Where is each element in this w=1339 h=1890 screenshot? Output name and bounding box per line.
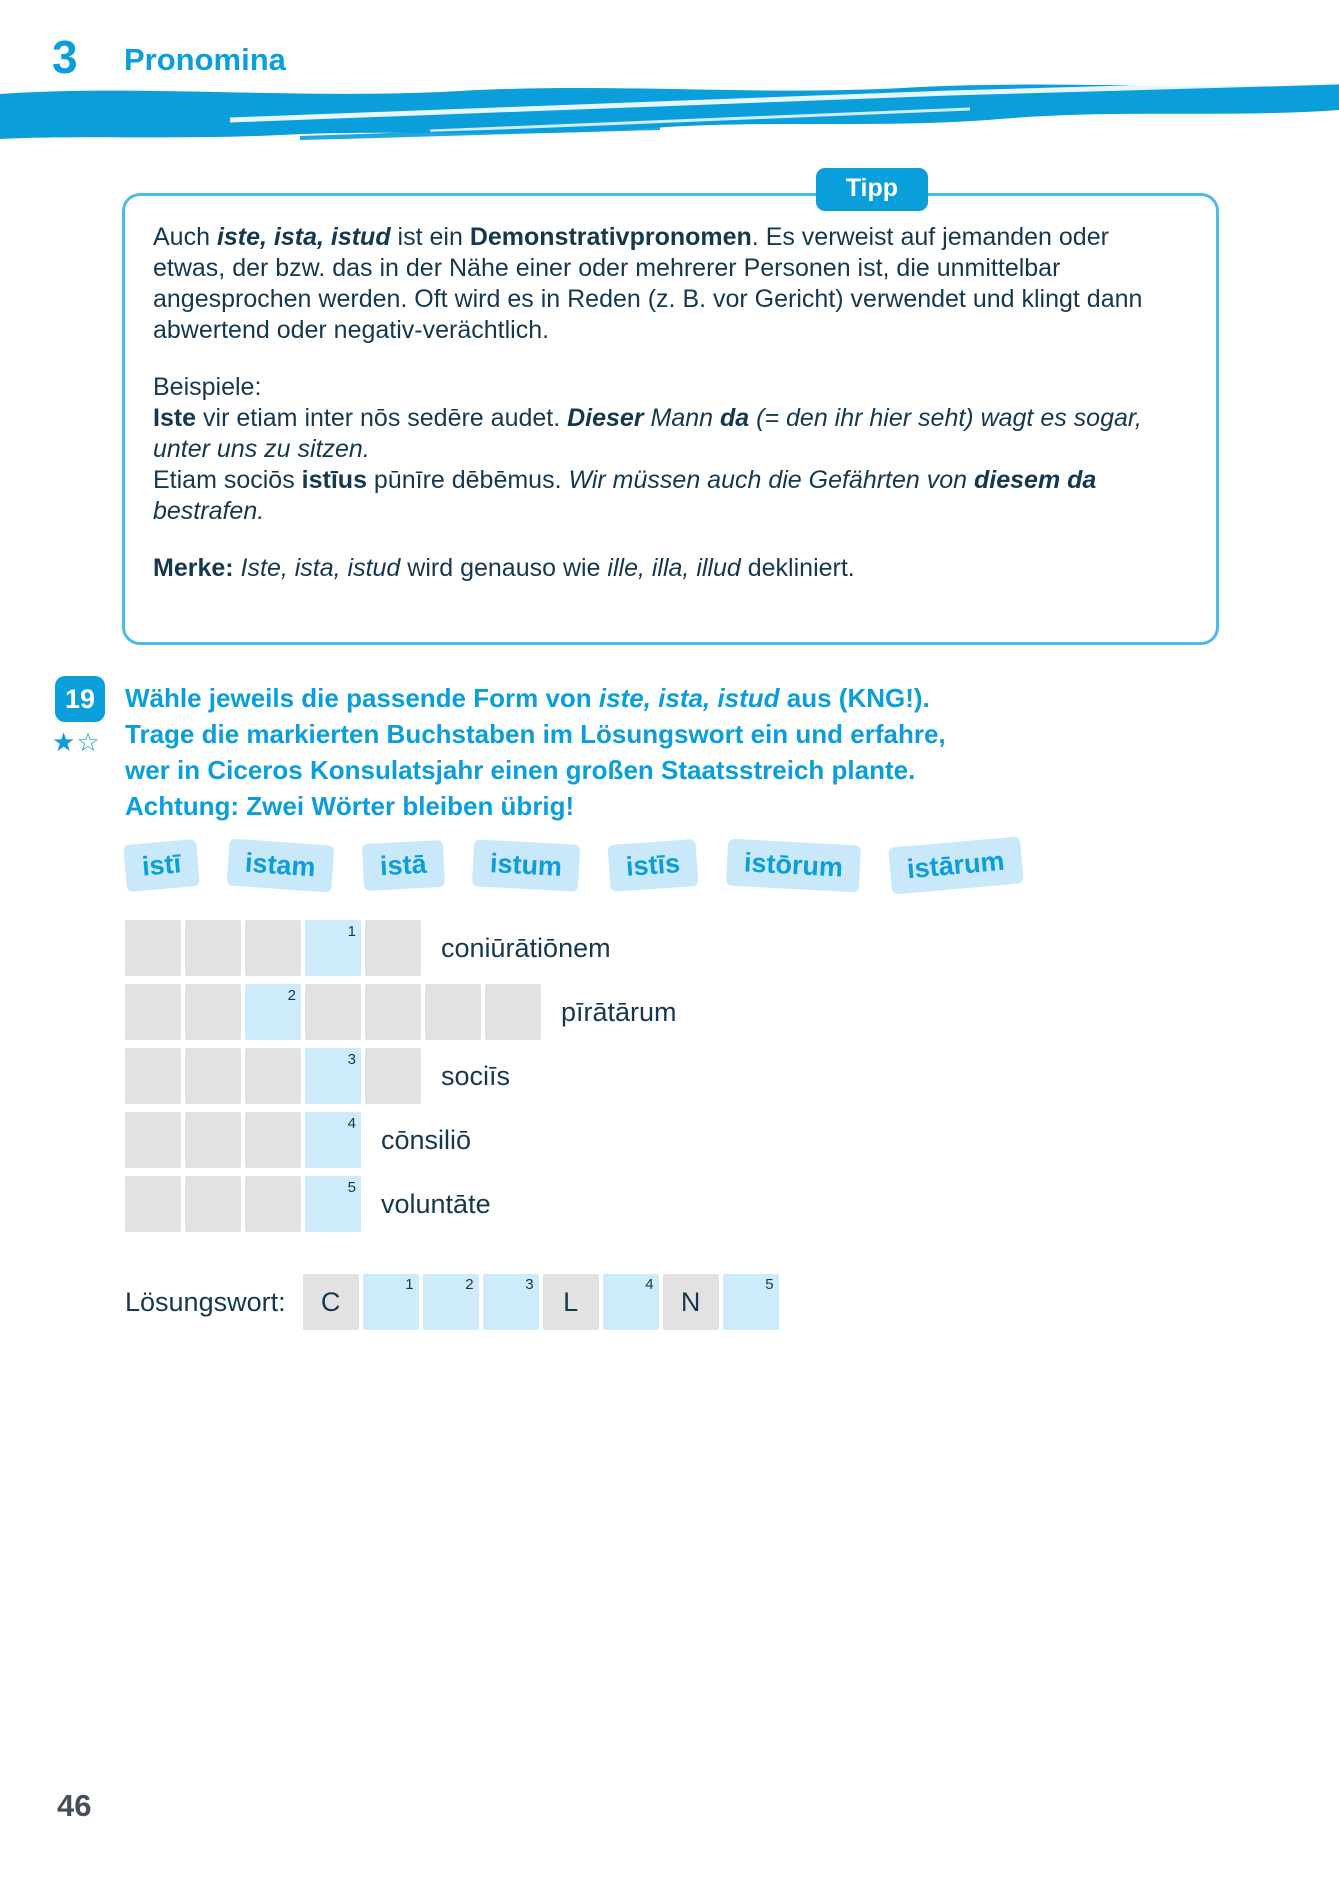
row-word: pīrātārum <box>561 996 677 1027</box>
puzzle-cell[interactable] <box>485 984 541 1040</box>
cell-number: 5 <box>347 1179 356 1196</box>
difficulty-stars <box>52 727 101 758</box>
box-number: 5 <box>765 1276 774 1293</box>
word-tile[interactable]: istam <box>227 838 335 892</box>
puzzle-grid <box>125 920 677 1240</box>
puzzle-row <box>125 984 677 1040</box>
solution-label: Lösungswort: <box>125 1286 286 1317</box>
tip-intro-text: Auch iste, ista, istud ist ein Demonstrativpronomen. Es verweist auf jemanden oder etwas, der bzw. das in der Nähe einer oder mehrerer Personen ist, die unmittelbar angesprochen werden. Oft wird es in Reden (z. B. vor Gericht) verwendet und klingt dann abwertend oder negativ-verächtlich. <box>153 223 1143 344</box>
puzzle-cell[interactable] <box>125 1112 181 1168</box>
tip-box <box>122 174 1219 645</box>
puzzle-cell-marked[interactable] <box>305 1048 361 1104</box>
merke-note: Merke: Iste, ista, istud wird genauso wie ille, illa, illud dekliniert. <box>153 554 855 582</box>
puzzle-cell[interactable] <box>125 984 181 1040</box>
box-letter: C <box>320 1286 341 1317</box>
box-number: 3 <box>525 1276 534 1293</box>
puzzle-cell[interactable] <box>185 1112 241 1168</box>
puzzle-row <box>125 1176 677 1232</box>
puzzle-cell[interactable] <box>125 1048 181 1104</box>
row-word: sociīs <box>441 1060 511 1091</box>
puzzle-cell[interactable] <box>365 1048 421 1104</box>
solution-box[interactable] <box>603 1274 659 1330</box>
row-word: cōnsiliō <box>381 1124 472 1155</box>
puzzle-cell[interactable] <box>245 920 301 976</box>
box-number: 1 <box>405 1276 414 1293</box>
word-tile[interactable]: istārum <box>888 836 1023 894</box>
puzzle-cell[interactable] <box>185 984 241 1040</box>
row-word: voluntāte <box>381 1188 491 1219</box>
header-brushstroke-decoration <box>0 78 1339 140</box>
cell-number: 3 <box>347 1051 356 1068</box>
box-letter: N <box>680 1286 701 1317</box>
solution-box[interactable] <box>363 1274 419 1330</box>
puzzle-cell-marked[interactable] <box>305 1112 361 1168</box>
puzzle-cell[interactable] <box>365 920 421 976</box>
puzzle-row <box>125 1048 677 1104</box>
row-word: coniūrātiōnem <box>441 932 611 963</box>
page-number: 46 <box>57 1788 92 1823</box>
solution-box[interactable] <box>663 1274 719 1330</box>
solution-box[interactable] <box>483 1274 539 1330</box>
example-sentence-1: Iste vir etiam inter nōs sedēre audet. Dieser Mann da (= den ihr hier seht) wagt es sogar, unter uns zu sitzen. <box>153 404 1142 463</box>
puzzle-row <box>125 1112 677 1168</box>
puzzle-cell-marked[interactable] <box>245 984 301 1040</box>
solution-row <box>125 1274 783 1330</box>
word-tile[interactable]: istum <box>472 839 580 891</box>
example-sentence-2: Etiam sociōs istīus pūnīre dēbēmus. Wir müssen auch die Gefährten von diesem da bestrafen. <box>153 466 1097 525</box>
puzzle-cell[interactable] <box>125 920 181 976</box>
solution-box[interactable] <box>303 1274 359 1330</box>
puzzle-cell[interactable] <box>365 984 421 1040</box>
solution-box[interactable] <box>723 1274 779 1330</box>
box-letter: L <box>563 1286 579 1317</box>
word-tiles <box>125 842 1022 889</box>
puzzle-cell[interactable] <box>245 1176 301 1232</box>
cell-number: 1 <box>347 923 356 940</box>
puzzle-cell-marked[interactable] <box>305 1176 361 1232</box>
box-number: 4 <box>645 1276 654 1293</box>
box-number: 2 <box>465 1276 474 1293</box>
puzzle-cell[interactable] <box>185 1176 241 1232</box>
star-filled-icon: ★ <box>52 727 77 757</box>
solution-boxes <box>303 1274 783 1330</box>
puzzle-cell[interactable] <box>185 1048 241 1104</box>
exercise-instructions: Wähle jeweils die passende Form von iste, ista, istud aus (KNG!). Trage die markierten Buchstaben im Lösungswort ein und erfahre, wer in Ciceros Konsulatsjahr einen großen Staatsstreich plante. Achtung: Zwei Wörter bleiben übrig! <box>125 683 946 821</box>
puzzle-cell[interactable] <box>305 984 361 1040</box>
star-empty-icon: ☆ <box>76 727 101 757</box>
exercise-number-badge: 19 <box>55 676 105 722</box>
puzzle-row <box>125 920 677 976</box>
word-tile[interactable]: istā <box>361 840 444 891</box>
puzzle-cell[interactable] <box>245 1112 301 1168</box>
puzzle-cell-marked[interactable] <box>305 920 361 976</box>
puzzle-cell[interactable] <box>185 920 241 976</box>
cell-number: 4 <box>347 1115 356 1132</box>
tip-badge: Tipp <box>816 168 928 211</box>
tip-examples-block <box>153 372 1184 527</box>
word-tile[interactable]: istīs <box>608 839 699 892</box>
puzzle-cell[interactable] <box>125 1176 181 1232</box>
cell-number: 2 <box>287 987 296 1004</box>
chapter-title: Pronomina <box>124 42 286 77</box>
word-tile[interactable]: istōrum <box>726 839 861 893</box>
puzzle-cell[interactable] <box>245 1048 301 1104</box>
examples-label: Beispiele: <box>153 373 262 401</box>
solution-box[interactable] <box>543 1274 599 1330</box>
puzzle-cell[interactable] <box>425 984 481 1040</box>
solution-box[interactable] <box>423 1274 479 1330</box>
word-tile[interactable]: istī <box>123 839 200 892</box>
chapter-number: 3 <box>52 31 78 83</box>
